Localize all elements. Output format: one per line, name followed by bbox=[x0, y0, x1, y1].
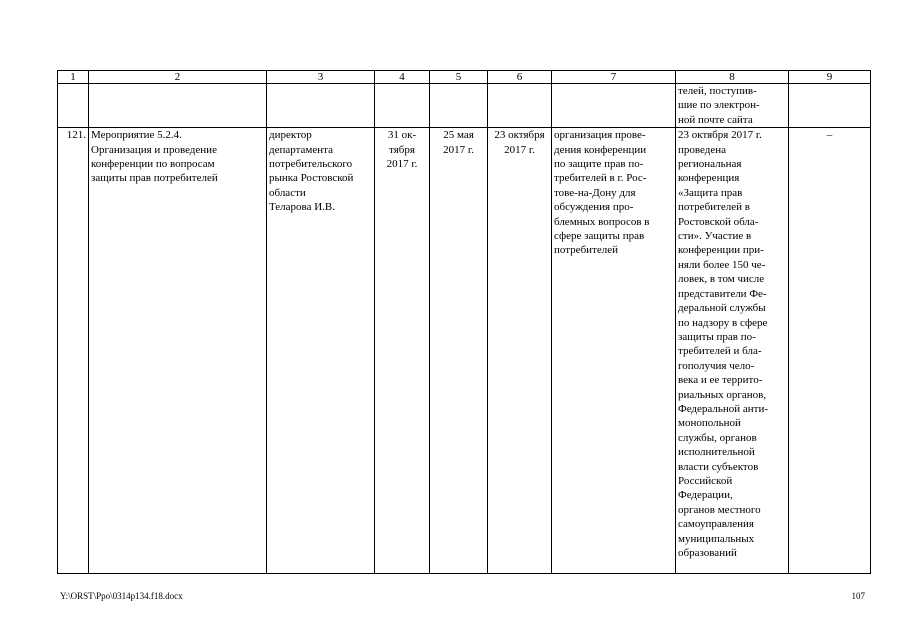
footer-file-path: Y:\ORST\Ppo\0314p134.f18.docx bbox=[60, 591, 183, 601]
header-col-8: 8 bbox=[676, 71, 789, 84]
header-col-9: 9 bbox=[789, 71, 871, 84]
continuation-cell-4 bbox=[375, 84, 430, 128]
deviation-note: – bbox=[789, 128, 871, 574]
responsible-person: директор департамента потребительского рынка Ростовской области Теларова И.В. bbox=[267, 128, 375, 574]
table-row bbox=[58, 128, 871, 574]
header-col-3: 3 bbox=[267, 71, 375, 84]
continuation-cell-6 bbox=[488, 84, 552, 128]
header-col-6: 6 bbox=[488, 71, 552, 84]
continuation-cell-9 bbox=[789, 84, 871, 128]
continuation-row bbox=[58, 84, 871, 128]
header-col-4: 4 bbox=[375, 71, 430, 84]
continuation-cell-1 bbox=[58, 84, 89, 128]
continuation-cell-5 bbox=[430, 84, 488, 128]
report-table bbox=[57, 70, 871, 574]
end-date: 23 октября 2017 г. bbox=[488, 128, 552, 574]
continuation-actual-result: телей, поступив- шие по электрон- ной почте сайта bbox=[676, 84, 789, 128]
row-number: 121. bbox=[58, 128, 89, 574]
page-number: 107 bbox=[851, 591, 865, 601]
header-col-2: 2 bbox=[89, 71, 267, 84]
event-name: Мероприятие 5.2.4. Организация и проведение конференции по вопросам защиты прав потребителей bbox=[89, 128, 267, 574]
start-date: 25 мая 2017 г. bbox=[430, 128, 488, 574]
header-col-5: 5 bbox=[430, 71, 488, 84]
continuation-cell-2 bbox=[89, 84, 267, 128]
header-col-7: 7 bbox=[552, 71, 676, 84]
actual-result: 23 октября 2017 г. проведена региональная конференция «Защита прав потребителей в Ростовской обла- сти». Участие в конференции при- няли более 150 че- ловек, в том числе представители Фе- деральной службы по надзору в сфере защиты прав по- требителей и бла- гополучия чело- века и ее террито- риальных органов, Федеральной анти- монопольной службы, органов исполнительной власти субъектов Российской Федерации, органов местного самоуправления муниципальных образований bbox=[676, 128, 789, 574]
header-row bbox=[58, 71, 871, 84]
continuation-cell-3 bbox=[267, 84, 375, 128]
header-col-1: 1 bbox=[58, 71, 89, 84]
expected-result: организация прове- дения конференции по защите прав по- требителей в г. Рос- тове-на-Дону для обсуждения про- блемных вопросов в сфере защиты прав потребителей bbox=[552, 128, 676, 574]
continuation-cell-7 bbox=[552, 84, 676, 128]
planned-date: 31 ок- тября 2017 г. bbox=[375, 128, 430, 574]
